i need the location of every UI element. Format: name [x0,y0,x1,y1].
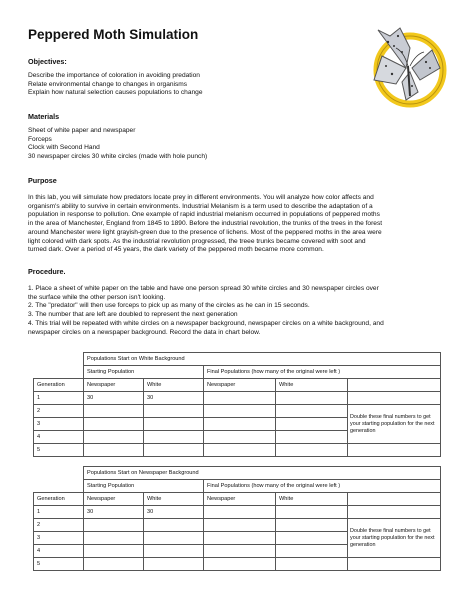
generation-cell: 1 [34,392,84,405]
start-white-cell[interactable] [144,444,204,457]
final-white-cell[interactable] [276,392,348,405]
procedure-line: 4. This trial will be repeated with white circles on a newspaper background, newspaper circles on a white background, and [28,319,384,327]
table-row [34,519,441,532]
generation-cell: 1 [34,506,84,519]
table-caption: Populations Start on Newspaper Background [84,467,441,480]
purpose-line: turned dark. Over a period of 45 years, the dark variety of the peppered moth became more common. [28,246,324,254]
generation-cell: 5 [34,444,84,457]
col-header-newspaper: Newspaper [84,493,144,506]
start-newspaper-cell[interactable] [84,431,144,444]
start-white-cell[interactable] [144,418,204,431]
material-line: 30 newspaper circles 30 white circles (made with hole punch) [28,153,208,161]
procedure-line: newspaper circles on a newspaper background. Record the data in chart below. [28,328,261,336]
col-header-white: White [276,379,348,392]
table-row [34,506,441,519]
final-white-cell[interactable] [276,506,348,519]
starting-population-header: Starting Population [84,480,204,493]
generation-cell: 4 [34,545,84,558]
start-newspaper-cell[interactable] [84,418,144,431]
start-white-cell[interactable] [144,519,204,532]
start-newspaper-cell[interactable] [84,519,144,532]
start-newspaper-cell[interactable] [84,405,144,418]
start-newspaper-cell[interactable] [84,444,144,457]
start-newspaper-cell[interactable]: 30 [84,506,144,519]
materials-heading: Materials [28,112,60,121]
procedure-heading: Procedure. [28,267,66,276]
col-header-white: White [144,493,204,506]
generation-cell: 2 [34,519,84,532]
table-cell [348,379,441,392]
start-white-cell[interactable]: 30 [144,506,204,519]
table-row [34,405,441,418]
table-corner [34,366,84,379]
start-white-cell[interactable] [144,545,204,558]
table-row [34,392,441,405]
start-white-cell[interactable] [144,405,204,418]
materials-list [28,127,446,162]
page-title: Peppered Moth Simulation [28,27,199,42]
moth-illustration [366,22,452,114]
table-cell [348,506,441,519]
generation-cell: 3 [34,532,84,545]
table-corner [34,353,84,366]
table-corner [34,467,84,480]
start-newspaper-cell[interactable] [84,532,144,545]
final-white-cell[interactable] [276,405,348,418]
final-newspaper-cell[interactable] [204,392,276,405]
final-newspaper-cell[interactable] [204,519,276,532]
final-newspaper-cell[interactable] [204,532,276,545]
generation-cell: 3 [34,418,84,431]
final-newspaper-cell[interactable] [204,506,276,519]
final-white-cell[interactable] [276,431,348,444]
table-cell [348,558,441,571]
material-line: Clock with Second Hand [28,144,100,152]
final-newspaper-cell[interactable] [204,558,276,571]
purpose-line: in the area of Manchester, England from 1845 to 1890. Before the industrial revolution, the trunks of the trees in the forest [28,220,383,228]
final-white-cell[interactable] [276,444,348,457]
procedure-line: 1. Place a sheet of white paper on the table and have one person spread 30 white circles and 30 newspaper circles over [28,285,379,292]
purpose-heading: Purpose [28,176,57,185]
final-newspaper-cell[interactable] [204,545,276,558]
col-header-newspaper: Newspaper [84,379,144,392]
purpose-line: organism's ability to survive in certain environments. Industrial Melanism is a term used to describe the adaptation of a [28,202,373,210]
purpose-line: In this lab, you will simulate how predators locate prey in different environments. You will analyze how color affects and [28,194,374,201]
final-white-cell[interactable] [276,418,348,431]
data-table-newspaper-background [33,466,441,571]
final-newspaper-cell[interactable] [204,418,276,431]
start-white-cell[interactable] [144,532,204,545]
table-cell [348,493,441,506]
final-populations-header: Final Populations (how many of the original were left ) [204,366,441,379]
start-white-cell[interactable] [144,558,204,571]
starting-population-header: Starting Population [84,366,204,379]
col-header-newspaper: Newspaper [204,493,276,506]
table-caption: Populations Start on White Background [84,353,441,366]
table-cell [348,444,441,457]
final-white-cell[interactable] [276,545,348,558]
final-populations-header: Final Populations (how many of the original were left ) [204,480,441,493]
data-table-white-background [33,352,441,457]
doubling-note: Double these final numbers to get your starting population for the next generation [348,519,441,558]
procedure-line: the surface while the other person isn't looking. [28,293,166,301]
start-white-cell[interactable]: 30 [144,392,204,405]
purpose-line: population in response to pollution. One example of rapid industrial melanism occurred in populations of peppered moths [28,211,380,219]
final-newspaper-cell[interactable] [204,431,276,444]
material-line: Sheet of white paper and newspaper [28,127,136,134]
purpose-paragraph [28,194,446,255]
procedure-steps [28,285,446,337]
start-newspaper-cell[interactable]: 30 [84,392,144,405]
table-row [34,558,441,571]
generation-header: Generation [34,493,84,506]
final-white-cell[interactable] [276,558,348,571]
objective-line: Explain how natural selection causes populations to change [28,89,203,97]
final-white-cell[interactable] [276,532,348,545]
col-header-white: White [276,493,348,506]
purpose-line: light colored with dark spots. As the industrial revolution progressed, the treee trunks became covered with soot and [28,237,366,245]
generation-cell: 5 [34,558,84,571]
final-newspaper-cell[interactable] [204,444,276,457]
col-header-newspaper: Newspaper [204,379,276,392]
generation-cell: 4 [34,431,84,444]
generation-cell: 2 [34,405,84,418]
material-line: Forceps [28,135,52,143]
table-cell [348,392,441,405]
table-row [34,444,441,457]
final-newspaper-cell[interactable] [204,405,276,418]
doubling-note: Double these final numbers to get your starting population for the next generation [348,405,441,444]
objectives-list [28,72,446,98]
col-header-white: White [144,379,204,392]
objective-line: Describe the importance of coloration in avoiding predation [28,72,200,79]
start-white-cell[interactable] [144,431,204,444]
final-white-cell[interactable] [276,519,348,532]
table-corner [34,480,84,493]
start-newspaper-cell[interactable] [84,558,144,571]
objectives-heading: Objectives: [28,57,67,66]
procedure-line: 3. The number that are left are doubled to represent the next generation [28,311,238,319]
procedure-line: 2. The "predator" will then use forceps to pick up as many of the circles as he can in 15 seconds. [28,302,310,310]
purpose-line: around Manchester were light grayish-green due to the presence of lichens. Most of the peppered moths in the area were [28,228,382,236]
start-newspaper-cell[interactable] [84,545,144,558]
objective-line: Relate environmental change to changes in organisms [28,80,188,88]
generation-header: Generation [34,379,84,392]
